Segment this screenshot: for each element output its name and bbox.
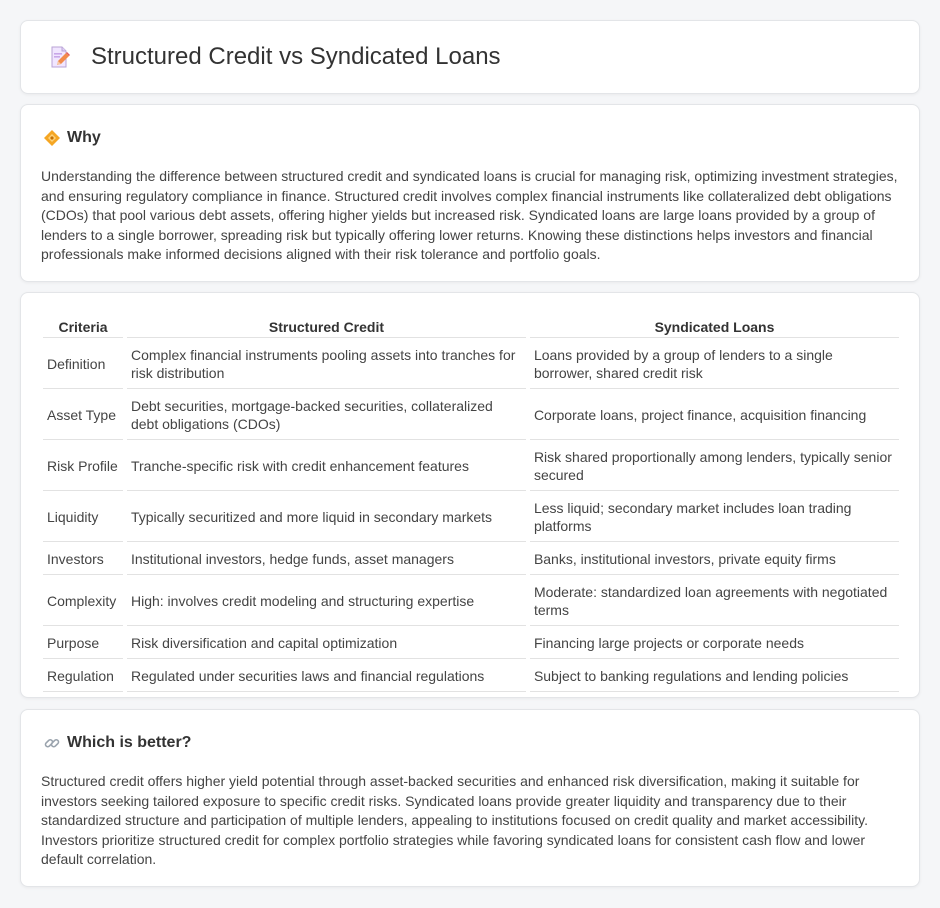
table-row	[43, 577, 899, 626]
structured-credit-cell: Typically securitized and more liquid in secondary markets	[127, 493, 526, 542]
criteria-cell: Definition	[43, 340, 123, 389]
criteria-cell: Asset Type	[43, 391, 123, 440]
syndicated-loans-cell: Risk shared proportionally among lenders, typically senior secured	[530, 442, 899, 491]
criteria-cell: Regulation	[43, 661, 123, 692]
structured-credit-cell: Risk diversification and capital optimization	[127, 628, 526, 659]
structured-credit-cell: Complex financial instruments pooling assets into tranches for risk distribution	[127, 340, 526, 389]
comparison-table	[39, 315, 903, 694]
syndicated-loans-cell: Subject to banking regulations and lending policies	[530, 661, 899, 692]
structured-credit-cell: Institutional investors, hedge funds, asset managers	[127, 544, 526, 575]
page-title: Structured Credit vs Syndicated Loans	[91, 43, 501, 70]
syndicated-loans-cell: Financing large projects or corporate needs	[530, 628, 899, 659]
structured-credit-cell: Debt securities, mortgage-backed securities, collateralized debt obligations (CDOs)	[127, 391, 526, 440]
which-is-better-title: Which is better?	[67, 734, 192, 751]
structured-credit-cell: Regulated under securities laws and financial regulations	[127, 661, 526, 692]
criteria-cell: Liquidity	[43, 493, 123, 542]
table-row	[43, 340, 899, 389]
syndicated-loans-cell: Loans provided by a group of lenders to a single borrower, shared credit risk	[530, 340, 899, 389]
criteria-cell: Complexity	[43, 577, 123, 626]
diamond-icon	[43, 129, 61, 147]
header-structured-credit: Structured Credit	[127, 317, 526, 338]
why-text: Understanding the difference between structured credit and syndicated loans is crucial for managing risk, optimizing investment strategies, and ensuring regulatory compliance in finance. Structured credit involves complex financial instruments like collateralized debt obligations (CDOs) that pool various debt assets, offering higher yields but increased risk. Syndicated loans are large loans provided by a group of lenders to a single borrower, spreading risk but typically offering lower returns. Knowing these distinctions helps investors and financial professionals make informed decisions aligned with their risk tolerance and portfolio goals.	[41, 168, 898, 263]
table-row	[43, 661, 899, 692]
header-syndicated-loans: Syndicated Loans	[530, 317, 899, 338]
syndicated-loans-cell: Moderate: standardized loan agreements with negotiated terms	[530, 577, 899, 626]
syndicated-loans-cell: Corporate loans, project finance, acquisition financing	[530, 391, 899, 440]
link-icon	[43, 734, 61, 752]
comparison-section	[20, 292, 920, 698]
table-row	[43, 391, 899, 440]
document-edit-icon	[47, 45, 71, 69]
table-row	[43, 544, 899, 575]
structured-credit-cell: Tranche-specific risk with credit enhancement features	[127, 442, 526, 491]
criteria-cell: Risk Profile	[43, 442, 123, 491]
structured-credit-cell: High: involves credit modeling and structuring expertise	[127, 577, 526, 626]
table-row	[43, 442, 899, 491]
why-section	[20, 104, 920, 282]
which-is-better-text: Structured credit offers higher yield potential through asset-backed securities and enhanced risk diversification, making it suitable for investors seeking tailored exposure to specific credit risks. Syndicated loans provide greater liquidity and transparency due to their standardized structure and participation of multiple lenders, appealing to institutions focused on credit quality and market accessibility. Investors prioritize structured credit for complex portfolio strategies while favoring syndicated loans for consistent cash flow and lower default correlation.	[41, 773, 868, 868]
why-title: Why	[67, 129, 101, 146]
table-row	[43, 493, 899, 542]
criteria-cell: Purpose	[43, 628, 123, 659]
table-header-row	[43, 317, 899, 338]
criteria-cell: Investors	[43, 544, 123, 575]
syndicated-loans-cell: Less liquid; secondary market includes loan trading platforms	[530, 493, 899, 542]
which-is-better-section	[20, 709, 920, 887]
header-criteria: Criteria	[43, 317, 123, 338]
header-card	[20, 20, 920, 94]
table-row	[43, 628, 899, 659]
syndicated-loans-cell: Banks, institutional investors, private equity firms	[530, 544, 899, 575]
